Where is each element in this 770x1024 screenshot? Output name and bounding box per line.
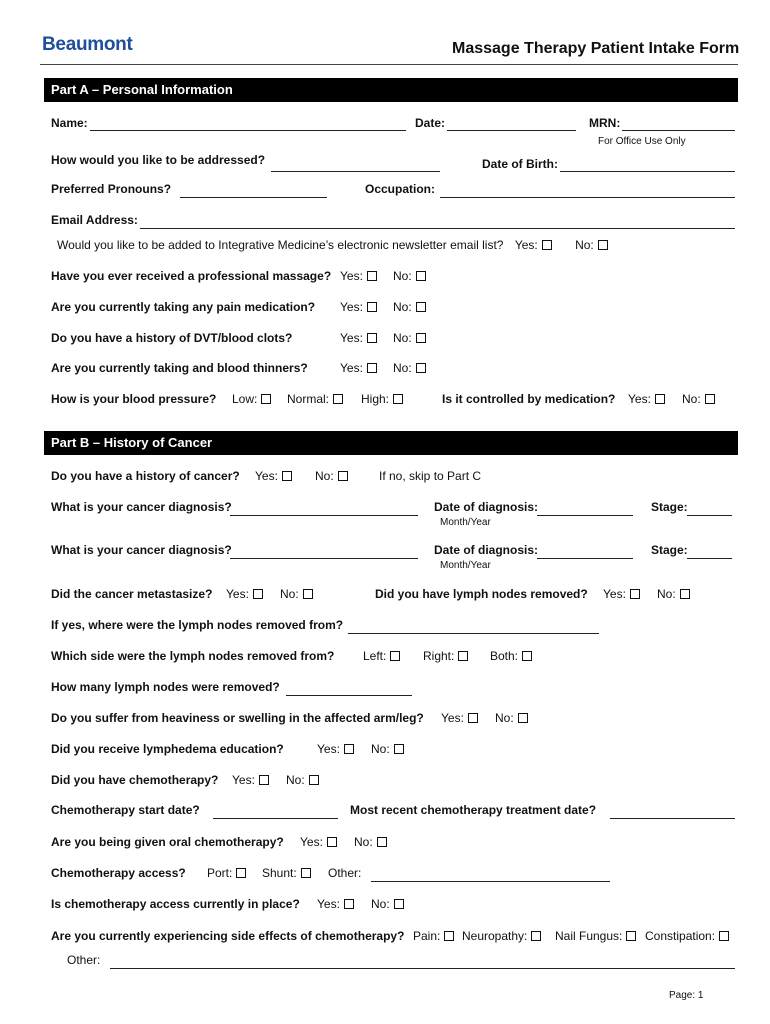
no-label: No: [393, 300, 412, 314]
pain-med-yes-checkbox[interactable] [367, 302, 377, 312]
chemo-recent-label: Most recent chemotherapy treatment date? [350, 803, 597, 817]
yes-label: Yes: [226, 587, 249, 601]
constipation-checkbox[interactable] [719, 931, 729, 941]
nodes-removed-no-checkbox[interactable] [680, 589, 690, 599]
lymph-edu-no-checkbox[interactable] [394, 744, 404, 754]
occupation-field[interactable] [440, 197, 735, 198]
oral-chemo-no [354, 835, 387, 849]
side-effects-question: Are you currently experiencing side effects of chemotherapy? [51, 929, 405, 943]
bp-low-checkbox[interactable] [261, 394, 271, 404]
massage-yes-checkbox[interactable] [367, 271, 377, 281]
side-effect-pain [413, 929, 454, 943]
bp-high-checkbox[interactable] [393, 394, 403, 404]
access-port [207, 866, 246, 880]
newsletter-yes-checkbox[interactable] [542, 240, 552, 250]
bp-normal [287, 392, 343, 406]
form-title: Massage Therapy Patient Intake Form [452, 40, 740, 57]
oral-chemo-no-checkbox[interactable] [377, 837, 387, 847]
part-a-heading: Part A – Personal Information [44, 78, 738, 102]
thinners-question: Are you currently taking and blood thinners? [51, 361, 308, 375]
heaviness-no-checkbox[interactable] [518, 713, 528, 723]
shunt-label: Shunt: [262, 866, 297, 880]
diagnosis-date-label-1: Date of diagnosis: [434, 500, 539, 514]
heaviness-question: Do you suffer from heaviness or swelling in the affected arm/leg? [51, 711, 424, 725]
beaumont-logo: Beaumont [42, 34, 133, 55]
both-label: Both: [490, 649, 519, 663]
side-left [363, 649, 400, 663]
name-label: Name: [51, 116, 88, 130]
dob-label: Date of Birth: [482, 157, 558, 171]
access-place-yes-checkbox[interactable] [344, 899, 354, 909]
lymph-edu-yes [317, 742, 354, 756]
controlled-yes [628, 392, 665, 406]
diagnosis-field-1[interactable] [230, 515, 418, 516]
side-effects-other-label: Other: [67, 953, 101, 967]
newsletter-row [57, 238, 608, 252]
side-effect-nail-fungus [555, 929, 636, 943]
access-other-field[interactable] [371, 881, 610, 882]
yes-label: Yes: [317, 742, 340, 756]
side-effects-other-field[interactable] [110, 968, 735, 969]
no-label: No: [280, 587, 299, 601]
yes-label: Yes: [255, 469, 278, 483]
access-other-label: Other: [328, 866, 362, 880]
no-label: No: [286, 773, 305, 787]
yes-label: Yes: [340, 269, 363, 283]
part-b-heading: Part B – History of Cancer [44, 431, 738, 455]
name-field[interactable] [90, 130, 406, 131]
chemo-yes-checkbox[interactable] [259, 775, 269, 785]
side-question: Which side were the lymph nodes removed from? [51, 649, 335, 663]
oral-chemo-yes-checkbox[interactable] [327, 837, 337, 847]
header-rule [40, 64, 738, 65]
no-label: No: [393, 269, 412, 283]
no-label: No: [354, 835, 373, 849]
port-label: Port: [207, 866, 233, 880]
oral-chemo-yes [300, 835, 337, 849]
pain-med-question: Are you currently taking any pain medication? [51, 300, 316, 314]
date-label: Date: [415, 116, 446, 130]
metastasize-question: Did the cancer metastasize? [51, 587, 213, 601]
page-number: Page: 1 [669, 990, 704, 1001]
pronouns-label: Preferred Pronouns? [51, 182, 172, 196]
thinners-yes [340, 361, 377, 375]
no-label: No: [315, 469, 334, 483]
cancer-history-no-checkbox[interactable] [338, 471, 348, 481]
month-year-note-2: Month/Year [440, 560, 491, 571]
lymph-edu-yes-checkbox[interactable] [344, 744, 354, 754]
access-question: Chemotherapy access? [51, 866, 186, 880]
thinners-no-checkbox[interactable] [416, 363, 426, 373]
no-label: No: [393, 361, 412, 375]
neuropathy-label: Neuropathy: [462, 929, 528, 943]
nail-fungus-checkbox[interactable] [626, 931, 636, 941]
where-nodes-question: If yes, where were the lymph nodes removed from? [51, 618, 344, 632]
side-effect-neuropathy [462, 929, 541, 943]
stage-label-2: Stage: [651, 543, 688, 557]
pain-med-no-checkbox[interactable] [416, 302, 426, 312]
chemo-question: Did you have chemotherapy? [51, 773, 219, 787]
massage-no [393, 269, 426, 283]
pain-checkbox[interactable] [444, 931, 454, 941]
pronouns-field[interactable] [180, 197, 327, 198]
bp-high-label: High: [361, 392, 390, 406]
email-field[interactable] [140, 228, 735, 229]
bp-normal-label: Normal: [287, 392, 330, 406]
side-right [423, 649, 468, 663]
no-label: No: [657, 587, 676, 601]
how-many-nodes-question: How many lymph nodes were removed? [51, 680, 280, 694]
no-label: No: [371, 742, 390, 756]
mrn-label: MRN: [589, 116, 621, 130]
no-label: No: [393, 331, 412, 345]
yes-label: Yes: [340, 331, 363, 345]
access-place-question: Is chemotherapy access currently in place? [51, 897, 300, 911]
diagnosis-question-1: What is your cancer diagnosis? [51, 500, 232, 514]
diagnosis-field-2[interactable] [230, 558, 418, 559]
stage-label-1: Stage: [651, 500, 688, 514]
heaviness-yes [441, 711, 478, 725]
lymph-edu-no [371, 742, 404, 756]
newsletter-question: Would you like to be added to Integrative Medicine’s electronic newsletter email list? [57, 238, 504, 252]
addressed-label: How would you like to be addressed? [51, 153, 266, 167]
access-shunt [262, 866, 311, 880]
controlled-no-checkbox[interactable] [705, 394, 715, 404]
heaviness-no [495, 711, 528, 725]
cancer-history-no [315, 469, 348, 483]
yes-label: Yes: [340, 361, 363, 375]
lymph-edu-question: Did you receive lymphedema education? [51, 742, 284, 756]
right-label: Right: [423, 649, 455, 663]
side-effect-constipation [645, 929, 729, 943]
yes-label: Yes: [628, 392, 651, 406]
diagnosis-question-2: What is your cancer diagnosis? [51, 543, 232, 557]
thinners-no [393, 361, 426, 375]
no-label: No: [371, 897, 390, 911]
stage-field-1[interactable] [687, 515, 732, 516]
dob-field[interactable] [560, 171, 735, 172]
nail-fungus-label: Nail Fungus: [555, 929, 623, 943]
bp-question: How is your blood pressure? [51, 392, 217, 406]
yes-label: Yes: [441, 711, 464, 725]
no-label: No: [495, 711, 514, 725]
dvt-yes [340, 331, 377, 345]
massage-yes [340, 269, 377, 283]
newsletter-no-checkbox[interactable] [598, 240, 608, 250]
dvt-no [393, 331, 426, 345]
metastasize-no [280, 587, 313, 601]
how-many-nodes-field[interactable] [286, 695, 412, 696]
nodes-removed-no [657, 587, 690, 601]
addressed-field[interactable] [271, 171, 440, 172]
diagnosis-date-label-2: Date of diagnosis: [434, 543, 539, 557]
controlled-yes-checkbox[interactable] [655, 394, 665, 404]
dvt-yes-checkbox[interactable] [367, 333, 377, 343]
chemo-recent-field[interactable] [610, 818, 735, 819]
side-right-checkbox[interactable] [458, 651, 468, 661]
yes-label: Yes: [514, 238, 538, 252]
chemo-start-field[interactable] [213, 818, 338, 819]
diagnosis-date-field-2[interactable] [537, 558, 633, 559]
chemo-yes [232, 773, 269, 787]
occupation-label: Occupation: [365, 182, 436, 196]
cancer-history-yes [255, 469, 292, 483]
skip-note: If no, skip to Part C [379, 469, 482, 483]
shunt-checkbox[interactable] [301, 868, 311, 878]
side-left-checkbox[interactable] [390, 651, 400, 661]
heaviness-yes-checkbox[interactable] [468, 713, 478, 723]
neuropathy-checkbox[interactable] [531, 931, 541, 941]
nodes-removed-yes-checkbox[interactable] [630, 589, 640, 599]
port-checkbox[interactable] [236, 868, 246, 878]
yes-label: Yes: [340, 300, 363, 314]
metastasize-no-checkbox[interactable] [303, 589, 313, 599]
thinners-yes-checkbox[interactable] [367, 363, 377, 373]
nodes-removed-yes [603, 587, 640, 601]
cancer-history-question: Do you have a history of cancer? [51, 469, 240, 483]
massage-no-checkbox[interactable] [416, 271, 426, 281]
pain-med-no [393, 300, 426, 314]
stage-field-2[interactable] [687, 558, 732, 559]
bp-low [232, 392, 271, 406]
date-field[interactable] [447, 130, 576, 131]
massage-question: Have you ever received a professional massage? [51, 269, 332, 283]
controlled-no [682, 392, 715, 406]
side-both-checkbox[interactable] [522, 651, 532, 661]
office-use-note: For Office Use Only [598, 136, 686, 147]
chemo-no-checkbox[interactable] [309, 775, 319, 785]
diagnosis-date-field-1[interactable] [537, 515, 633, 516]
month-year-note-1: Month/Year [440, 517, 491, 528]
chemo-no [286, 773, 319, 787]
dvt-no-checkbox[interactable] [416, 333, 426, 343]
access-place-no [371, 897, 404, 911]
side-both [490, 649, 532, 663]
dvt-question: Do you have a history of DVT/blood clots? [51, 331, 293, 345]
email-label: Email Address: [51, 213, 138, 227]
left-label: Left: [363, 649, 387, 663]
metastasize-yes [226, 587, 263, 601]
yes-label: Yes: [300, 835, 323, 849]
pain-med-yes [340, 300, 377, 314]
metastasize-yes-checkbox[interactable] [253, 589, 263, 599]
cancer-history-yes-checkbox[interactable] [282, 471, 292, 481]
nodes-removed-question: Did you have lymph nodes removed? [375, 587, 588, 601]
oral-chemo-question: Are you being given oral chemotherapy? [51, 835, 284, 849]
bp-normal-checkbox[interactable] [333, 394, 343, 404]
no-label: No: [682, 392, 701, 406]
yes-label: Yes: [603, 587, 626, 601]
where-nodes-field[interactable] [348, 633, 599, 634]
constipation-label: Constipation: [645, 929, 716, 943]
controlled-question: Is it controlled by medication? [442, 392, 616, 406]
yes-label: Yes: [317, 897, 340, 911]
pain-label: Pain: [413, 929, 441, 943]
bp-high [361, 392, 403, 406]
bp-low-label: Low: [232, 392, 258, 406]
access-place-yes [317, 897, 354, 911]
mrn-field[interactable] [622, 130, 735, 131]
yes-label: Yes: [232, 773, 255, 787]
access-place-no-checkbox[interactable] [394, 899, 404, 909]
chemo-start-label: Chemotherapy start date? [51, 803, 200, 817]
no-label: No: [575, 238, 594, 252]
